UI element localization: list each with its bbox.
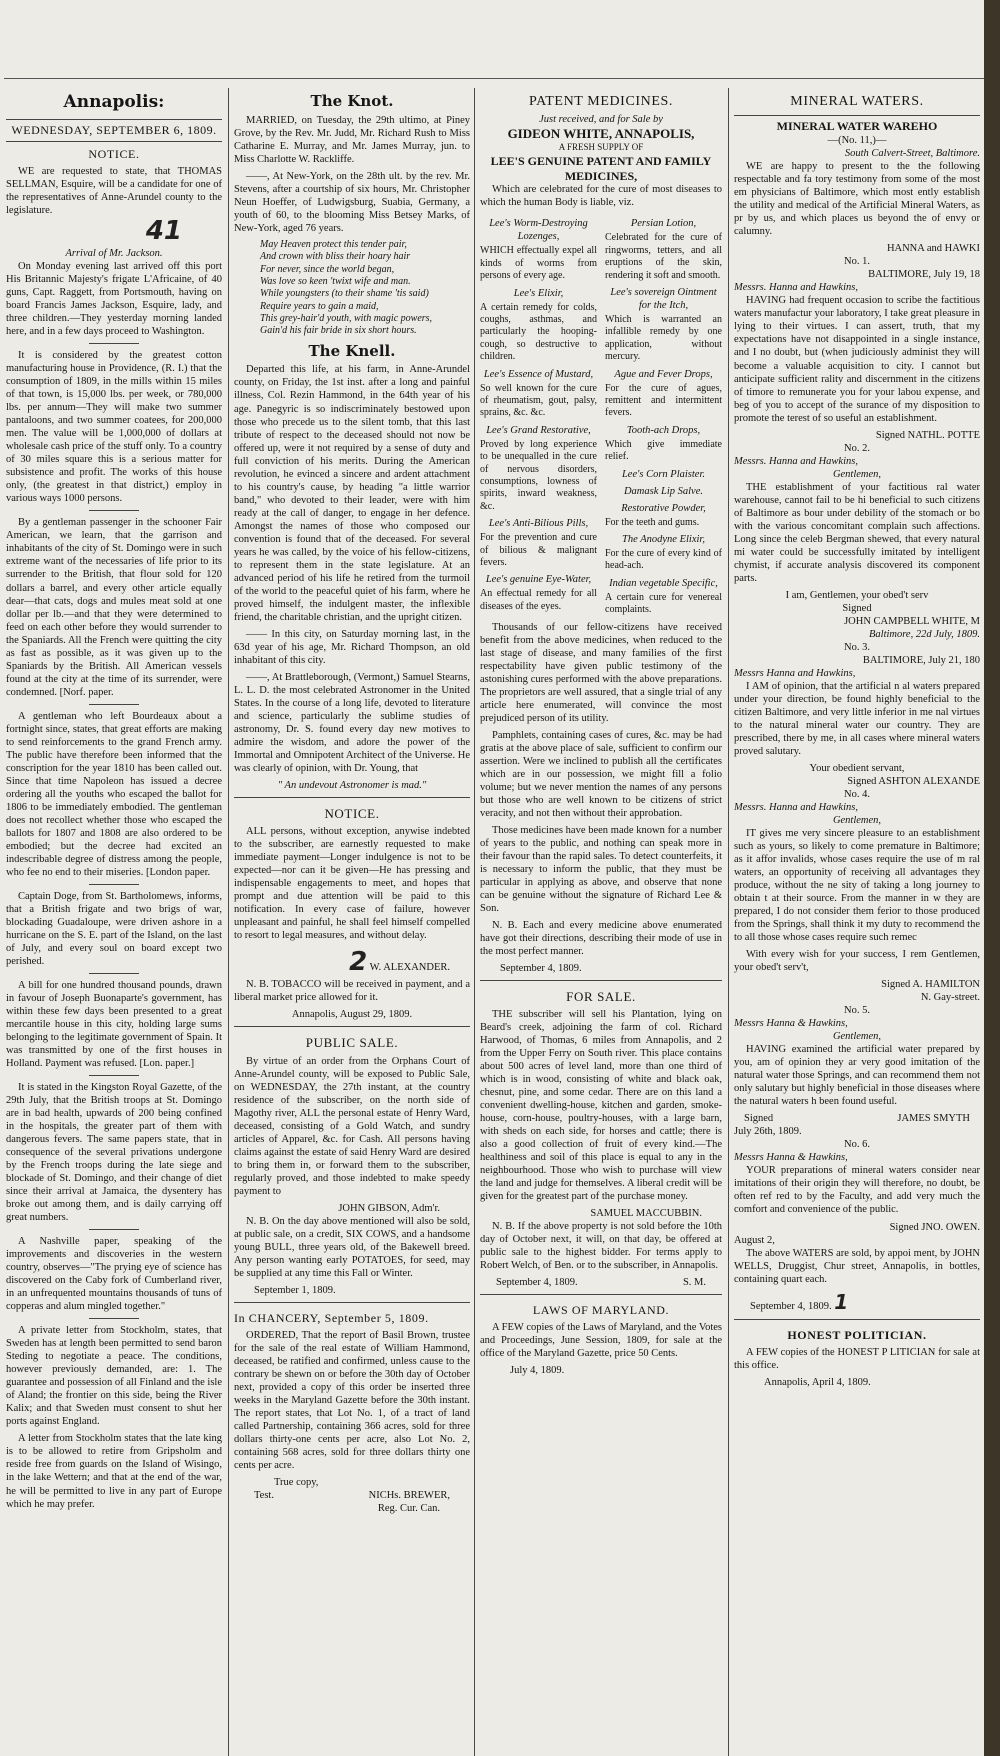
testimonial-signature: Signed ASHTON ALEXANDE (847, 775, 980, 787)
separator (89, 1229, 139, 1230)
notice-nb: N. B. TOBACCO will be received in payment, and a liberal market price allowed for it. (234, 979, 470, 1004)
laws-date: July 4, 1809. (510, 1365, 565, 1377)
medicine-desc: For the cure of every kind of head-ach. (605, 548, 722, 572)
testimonial-number: No. 6. (844, 1139, 870, 1151)
testimonial-salutation: Gentlemen, (832, 815, 882, 827)
lee-medicines-title: LEE'S GENUINE PATENT AND FAMILY MEDICINES, (490, 153, 712, 183)
medicine-title: Lee's Corn Plaister. (621, 468, 706, 480)
obituary-stearns: ——, At Brattleborough, (Vermont,) Samuel Stearns, L. L. D. the most celebrated Astronomer in the United States. In the course of a long life, devoted to literature and science, particularly the sublime studies of astronomy, Dr. S. found every day new motives to admire the wisdom, and adore the power of the Immortal and Omnipotent Architect of the Universe. He was clearly of opinion, with Dr. Young, that (234, 671, 470, 774)
honest-politician-ad (734, 1319, 980, 1389)
honest-politician-date: Annapolis, April 4, 1809. (764, 1377, 871, 1389)
medicine-desc: For the prevention and cure of bilious & malignant fevers. (480, 532, 597, 568)
testimonial-recipient: Messrs Hanna & Hawkins, (734, 1018, 848, 1030)
handwritten-mark: 41 (145, 215, 182, 246)
testimonial-date: BALTIMORE, July 19, 18 (868, 269, 980, 281)
testimonial-signature: Signed NATHL. POTTE (875, 429, 980, 441)
verse-line: Require years to gain a maid, (260, 300, 379, 312)
medicines-intro: Which are celebrated for the cure of most diseases to which the human Body is liable, viz. (480, 184, 722, 209)
patent-medicines-heading: PATENT MEDICINES. (529, 94, 673, 109)
masthead-date: WEDNESDAY, SEPTEMBER 6, 1809. (6, 119, 222, 142)
public-sale (234, 1026, 470, 1296)
chancery-signature: Test. NICHs. BREWER, (254, 1489, 450, 1501)
testimonial-date: BALTIMORE, July 21, 180 (862, 654, 980, 666)
mineral-waters-ad (734, 115, 980, 1314)
column-3 (480, 88, 722, 1756)
notice-heading: NOTICE. (324, 805, 380, 821)
knot-heading: The Knot. (310, 92, 394, 110)
testimonial-date: Baltimore, 22d July, 1809. (868, 628, 980, 640)
testimonial-date: August 2, (734, 1234, 775, 1246)
medicine-desc: So well known for the cure of rheumatism, gout, palsy, sprains, &c. &c. (480, 382, 597, 419)
testimonial-body: HAVING examined the artificial water prepared by you, am of opinion they ar very good imitation of the natural water those Springs, and can recommend them not only salutary but highly beneficial in those diseases where the natural waters h been found useful. (734, 1044, 980, 1108)
medicine-desc: Celebrated for the cure of ringworms, tetters, and all eruptions of the skin, rendering it soft and smooth. (605, 232, 722, 281)
medicine-title: Restorative Powder, (621, 502, 706, 514)
testimonial-recipient: Messrs. Hanna and Hawkins, (734, 802, 858, 814)
jackson-heading: Arrival of Mr. Jackson. (65, 248, 163, 260)
medicine-desc: For the cure of agues, remittent and intermittent fevers. (605, 382, 722, 419)
top-rule (4, 78, 984, 79)
testimonial-signature: Signed A. HAMILTON (881, 979, 980, 991)
medicine-title: Lee's Essence of Mustard, (483, 368, 594, 380)
testimonial-number: No. 3. (844, 641, 870, 653)
masthead-town: Annapolis: (63, 92, 165, 112)
medicine-title: Damask Lip Salve. (623, 485, 704, 497)
separator (89, 1318, 139, 1319)
stearns-quote: " An undevout Astronomer is mad." (277, 779, 427, 791)
cotton-article: It is considered by the greatest cotton manufacturing house in Providence, (R. I.) that the consumption of 1809, in the mills within 15 miles of that town, is 15,000 lbs. per week, or 780,000 lbs. per annum—They will make two summer pantaloons, and two summer coatees, for 200,000 men. The value will be 1,000,000 of dollars at wholesale cash price of the stuff only. To a country of 30 miles square this is a serious matter for subsistence and profit. The works of this house only, (the greatest in that district,) employ in various ways 1000 persons. (6, 350, 222, 505)
for-sale-footer: September 4, 1809. S. M. (496, 1277, 706, 1289)
medicine-title: Lee's sovereign Ointment for the Itch, (610, 287, 717, 312)
handwritten-mark: 2 (349, 947, 368, 978)
medicine-title: Tooth-ach Drops, (626, 424, 701, 436)
honest-politician-body: A FEW copies of the HONEST P LITICIAN for sale at this office. (734, 1347, 980, 1372)
chancery-notice (234, 1302, 470, 1515)
column-rule (728, 88, 729, 1756)
medicine-title: Lee's Worm-Destroying Lozenges, (489, 218, 588, 243)
medicine-list-left (480, 213, 597, 620)
column-rule (474, 88, 475, 1756)
testimonial-closing: Your obedient servant, (809, 762, 905, 774)
sale-body: By virtue of an order from the Orphans Court of Anne-Arundel county, will be exposed to Public Sale, on WEDNESDAY, the 27th instant, at the country residence of the subscriber, on the north side of Magothy river, ALL the personal estate of Henry Ward, deceased, consisting of a Gold Watch, and sundry articles of Apparel, &c. for Cash. All persons having claims against the estate of said Henry Ward are desired to bring them in, or forward them to the subscriber, regularly proved, and those indebted to make speedy payment to (234, 1055, 470, 1197)
laws-body: A FEW copies of the Laws of Maryland, and the Votes and Proceedings, June Session, 1809, for sale at the office of the Maryland Gazette, price 50 Cents. (480, 1322, 722, 1360)
chancery-true-copy: True copy, (274, 1476, 319, 1488)
kingston-article: It is stated in the Kingston Royal Gazette, of the 29th July, that the British troops at St. Domingo are in bad health, upwards of 200 being confined in the hospitals, the greater part of them with dangerous fevers. The same papers state, that in consequence of the several privations undergone by the French troops during the late siege and blockade of St. Domingo, and their change of diet since their arrival at Jamaica, the dysentery has broke out among them, and is daily carrying off great numbers. (6, 1082, 222, 1224)
medicine-title: Lee's Grand Restorative, (486, 424, 591, 436)
column-2 (234, 88, 470, 1756)
knell-heading: The Knell. (308, 341, 396, 360)
medicine-desc: Which give immediate relief. (605, 438, 722, 463)
testimony-paragraph: Thousands of our fellow-citizens have received benefit from the above medicines, when reduced to the last stage of disease, and many families of the first respectability have given public testimony of the astonishing cures performed with the above preparations. The proprietors are well assured, that a single trial of any article here enumerated, will convince the most prejudiced person of its utility. (480, 621, 722, 724)
separator (89, 884, 139, 885)
medicine-desc: An effectual remedy for all diseases of the eyes. (480, 588, 597, 612)
handwritten-mark: 1 (834, 1289, 849, 1314)
sale-date: September 1, 1809. (254, 1284, 336, 1296)
captain-doge-article: Captain Doge, from St. Bartholomews, informs, that a British frigate and two brigs of war, blockading Guadaloupe, were driven ashore in a hurricane on the S. E. part of the Island, on the last of July, and every soul on board except two perished. (6, 890, 222, 967)
testimonial-recipient: Messrs Hanna and Hawkins, (734, 667, 856, 679)
separator (89, 343, 139, 344)
sale-nb: N. B. On the day above mentioned will also be sold, at public sale, on a credit, SIX COWS, and a handsome young BULL, three years old, of the Bakewell breed. Any person wanting early POTATOES, for seed, may be supplied at any time this Fall or Winter. (234, 1215, 470, 1279)
testimonial-signature: Signed JAMES SMYTH (744, 1113, 970, 1125)
late-king-article: A letter from Stockholm states that the late king is to be allowed to retire from Gripsholm and reside free from guards on the Island of Wisingo, in the lake Wettern; and that at the end of the war, he will be permitted to live in any part of Europe which he may prefer. (6, 1433, 222, 1510)
marriage-rush-murray: MARRIED, on Tuesday, the 29th ultimo, at Piney Grove, by the Rev. Mr. Judd, Mr. Richard Rush to Miss Catharine E. Murray, and Mr. James Murray, jun. to Miss Charlotte W. Rackliffe. (234, 114, 470, 165)
verse-line: This grey-hair'd youth, with magic powers, (260, 313, 433, 325)
column-1 (6, 88, 222, 1756)
seller-name: GIDEON WHITE, ANNAPOLIS, (507, 126, 695, 142)
sellman-notice: WE are requested to state, that THOMAS SELLMAN, Esquire, will be a candidate for one of the representatives of Anne-Arundel county to the legislature. (6, 165, 222, 216)
notice-signature: 2 W. ALEXANDER. (349, 947, 450, 978)
medicine-desc: A certain remedy for colds, coughs, asthmas, and particularly the hooping-cough, so destructive to children. (480, 301, 597, 363)
sold-by-notice: The above WATERS are sold, by appoi ment, by JOHN WELLS, Druggist, Chur street, Annapolis, in bottles, containing quart each. (734, 1247, 980, 1285)
medicine-title: Indian vegetable Specific, (609, 577, 718, 589)
marriage-verse (260, 239, 470, 338)
medicine-list (480, 213, 722, 620)
medicine-title: Lee's genuine Eye-Water, (485, 574, 592, 586)
marriage-new-york: ——, At New-York, on the 28th ult. by the rev. Mr. Stevens, after a courtship of six hours, Mr. Christopher Neun Hoeffer, of Ludwigsburg, Suabia, Germany, a youth of 60, to the blooming Miss Betsey Marks, of New-York, aged 76 years. (234, 170, 470, 234)
column-rule (228, 88, 229, 1756)
column-4 (734, 88, 980, 1756)
testimonial-number: No. 1. (844, 256, 870, 268)
sold-by-date: September 4, 1809. 1 (750, 1289, 849, 1314)
for-sale-signature: SAMUEL MACCUBBIN. (590, 1208, 702, 1220)
testimonial-number: No. 5. (844, 1005, 870, 1017)
testimonial-recipient: Messrs. Hanna and Hawkins, (734, 282, 858, 294)
sale-heading: PUBLIC SALE. (305, 1035, 399, 1051)
testimonial-signature: Signed JNO. OWEN. (889, 1221, 980, 1233)
notice-body: ALL persons, without exception, anywise indebted to the subscriber, are earnestly requested to make immediate payment—Longer indulgence is not to be expected—nor can it be given—He has pressing and indispensable engagements to meet, and hopes that prompt and due attention will be paid to this notification. In every case of failure, however unpleasant and painful, he shall feel himself compelled to resort to legal measures, and without delay. (234, 826, 470, 942)
jackson-article: On Monday evening last arrived off this port His Britannic Majesty's frigate L'Africaine, of 40 guns, Capt. Raggett, from Portsmouth, having on board Francis James Jackson, Esquire, lady, and three children.—They yesterday morning landed here, and in a few days proceed to Washington. (6, 261, 222, 338)
testimonial-body: YOUR preparations of mineral waters consider near imitations of their origin they will therefore, no doubt, be often ref red to by the Faculty, and add very much the comfort and convenience of the public. (734, 1165, 980, 1216)
bill-article: A bill for one hundred thousand pounds, drawn in favour of Joseph Buonaparte's government, has within these few days been presented to a great mercantile house in this city, holding large sums belonging to the legitimate government of Spain. It was transmitted by one of the first houses in Holland. Payment was refused. [Lon. paper.] (6, 979, 222, 1070)
testimonial-salutation: Gentlemen, (832, 468, 882, 480)
testimonial-salutation: Gentlemen, (832, 1031, 882, 1043)
verse-line: For never, since the world began, (260, 263, 395, 275)
warehouse-number: —(No. 11,)— (827, 135, 887, 147)
laws-heading: LAWS OF MARYLAND. (532, 1303, 670, 1318)
verse-line: Was love so keen 'twixt wife and man. (260, 275, 411, 287)
testimonial-recipient: Messrs Hanna & Hawkins, (734, 1152, 848, 1164)
verse-line: While youngsters (to their shame 'tis said) (260, 288, 429, 300)
medicine-desc: WHICH effectually expel all kinds of worms from persons of every age. (480, 245, 597, 282)
testimonial-body: THE establishment of your factitious ral water warehouse, cannot fail to be hi beneficial to such citizens of Baltimore as bour under debility of the stomach or bo with the various concomitant complain such affections. Long since the celeb Bergman shewed, that every natural mi water could be successfully imitated by intelligent chymist, if accurate analysis discovered its component parts. (734, 481, 980, 584)
testimonial-address: N. Gay-street. (920, 992, 980, 1004)
counterfeits-paragraph: Those medicines have been made known for a number of years to the public, and nothing can speak more in their favour than the rapid sales. To detect counterfeits, it is necessary to inform the public, that they must be particular in applying as above, and observe that none can be genuine without the signature of Richard Lee & Son. (480, 824, 722, 914)
verse-line: Gain'd his fair bride in six short hours. (260, 325, 417, 337)
medicine-title: Lee's Anti-Bilious Pills, (488, 518, 589, 530)
warehouse-address: South Calvert-Street, Baltimore. (844, 148, 980, 160)
testimonial-number: No. 2. (844, 442, 870, 454)
testimonial-date: July 26th, 1809. (734, 1126, 802, 1138)
separator (89, 1075, 139, 1076)
received-line: Just received, and for Sale by (539, 114, 663, 126)
for-sale-body: THE subscriber will sell his Plantation, lying on Beard's creek, adjoining the farm of col. Richard Harwood, of Thomas, 6 miles from Annapolis, and 2 from the Upper Ferry on South river. This place contains about 500 acres of level land, more than one third of which is in wood, consisting of white and black oak, chesnut, pine, and some cedar. There are on this land a convenient dwelling-house, kitchen and garden, smoke-house, corn-house, poultry-houses, with a large barn, with sheds on each side, for horses and cattle; there is also a good collection of fruit of every kind.—The healthiness and soil of this place is equal to any in the neighbourhood. Those who wish to purchase will view the land and judge for themselves. A liberal credit will be given for the greatest part of the purchase money. (480, 1009, 722, 1203)
chancery-body: ORDERED, That the report of Basil Brown, trustee for the sale of the real estate of William Hammond, deceased, be ratified and confirmed, unless cause to the contrary be shewn on or before the 30th day of October next, provided a copy of this order be inserted three weeks in the Maryland Gazette before the 30th instant. The report states, that Lot No. 1, of a tract of land called Partnership, containing 366 acres, sold for three dollars thirty-one cents per acre, also Lot No. 2, containing 568 acres, sold for three dollars thirty one cents per acre. (234, 1329, 470, 1471)
medicines-date: September 4, 1809. (500, 963, 582, 974)
alexander-notice (234, 797, 470, 1022)
st-domingo-article: By a gentleman passenger in the schooner Fair American, we learn, that the garrison and inhabitants of the city of St. Domingo were in such extreme want of the necessaries of life prior to its surrender to the British, that flour sold for 120 dollars a barrel, and every other article equally dear—that cats, dogs and mules meat sold at one dollar per lb.—and that they were determined to feed on each other before they would surrender to the Spaniards. All the French were quitting the city as fast as possible, as it was given up to the Spaniards by the British. All American vessels found at the city at the time of its surrender, were condemned. [Norf. paper. (6, 517, 222, 698)
nashville-article: A Nashville paper, speaking of the improvements and discoveries in the western country, observes—"The prying eye of science has discovered on the Caby fork of Cumberland river, in an unfrequented mountains thousands of tuns of copperas and alum mingled together." (6, 1236, 222, 1313)
testimonial-body: HAVING had frequent occasion to scribe the factitious waters manufactur your laboratory, I take great pleasure in lying to their virtues. I can assert, truth, that my expectations have not disappointed in a single instance, and I no doubt, but (when judiciously administ they will become a valuable acquisition to city. I cannot but anticipate sufficient rality and discernment in the citizens of timore to remunerate you for your labou expense, and beg of you to accept of the surance of my disposition to promote the terest of so useful an establishment. (734, 295, 980, 424)
notice-date: Annapolis, August 29, 1809. (291, 1009, 413, 1021)
separator (89, 704, 139, 705)
for-sale-ad (480, 980, 722, 1289)
obituary-thompson: —— In this city, on Saturday morning last, in the 63d year of his age, Mr. Richard Thompson, an old inhabitant of this city. (234, 628, 470, 666)
pamphlets-paragraph: Pamphlets, containing cases of cures, &c. may be had gratis at the above place of sale, sufficient to confirm our assertion. Were we inclined to publish all the certificates which are in our possession, we might fill a folio volume; but we never mention the names of any persons but those who are well known to be citizens of strict veracity, and not then without their approbation. (480, 729, 722, 819)
warehouse-intro: WE are happy to present to the the following respectable and fa tory testimony from some of the most em physicians of Baltimore, which most ently establish the utility and medical of the Artificial Mineral Waters, as pr by us, and which places us beyond the of envy or calumny. (734, 161, 980, 238)
testimonial-signed: Signed (842, 602, 872, 614)
verse-line: And crown with bliss their hoary hair (260, 251, 411, 263)
medicine-title: Ague and Fever Drops, (614, 368, 713, 380)
testimonial-closing: I am, Gentlemen, your obed't serv (785, 589, 929, 601)
testimonial-closing: With every wish for your success, I rem Gentlemen, your obed't serv't, (734, 949, 980, 974)
medicine-title: The Anodyne Elixir, (622, 534, 705, 546)
firm-name: HANNA and HAWKI (886, 243, 980, 255)
medicine-desc: Proved by long experience to be unequalled in the cure of nervous disorders, consumptions, lowness of spirits, inward weakness, &c. (480, 438, 597, 512)
medicine-title: Lee's Elixir, (513, 287, 564, 299)
for-sale-heading: FOR SALE. (566, 989, 636, 1005)
medicine-desc: A certain cure for venereal complaints. (605, 591, 722, 616)
warehouse-title: MINERAL WATER WAREHO (776, 119, 938, 134)
testimonial-recipient: Messrs. Hanna and Hawkins, (734, 455, 858, 467)
sale-signature: JOHN GIBSON, Adm'r. (338, 1202, 440, 1214)
medicine-desc: Which is warranted an infallible remedy by one application, without mercury. (605, 314, 722, 363)
for-sale-nb: N. B. If the above property is not sold before the 10th day of October next, it will, on that day, be offered at public sale to the highest bidder. For terms apply to Robert Welch, of Ben. or to the subscriber, in Annapolis. (480, 1221, 722, 1272)
testimonial-body: IT gives me very sincere pleasure to an establishment such as yours, so likely to come premature in Baltimore; as it affor invalids, whose cases require the use of m ral waters, an opportunity of receiving all advantages they produce, without the ne sity of taking a long journey to obtain t at their source. From the manner in w they are prepared, I do not consider them ferior to those produced from the Springs, shall think it my duty to recommend the to all those whose cases require such remec (734, 828, 980, 944)
fresh-supply: A FRESH SUPPLY OF (558, 142, 644, 153)
medicine-list-right (605, 213, 722, 620)
verse-line: May Heaven protect this tender pair, (260, 238, 407, 250)
notice-heading: NOTICE. (88, 146, 140, 161)
obituary-hammond: Departed this life, at his farm, in Anne-Arundel county, on Friday, the 1st inst. after a long and painful illness, Col. Rezin Hammond, in the 64th year of his age. Panegyric is so indiscriminately bestowed upon those who precede us to the silent tomb, that this last tribute of respect to the deceased should not now be offered up, were it not required by a sense of duty and full conviction of his merits. During the American revolution, he evinced a sincere and ardent attachment to his country's cause, by heading "a little warrior band," who devoted to their leader, were with him ready at the call of danger, to engage in her defence. Amongst the names of those who composed our convention is found that of the deceased. For several years he was called, by the voice of his fellow-citizens, to represent them in the state legislature. At an advanced period of his life he retired from the turmoil of the world to the peaceful quiet of his farm, where he proved himself, the indulgent master, the inflexible friend, the charitable christian, and the upright citizen. (234, 364, 470, 623)
laws-ad (480, 1294, 722, 1377)
mineral-waters-heading: MINERAL WATERS. (790, 94, 924, 109)
bordeaux-article: A gentleman who left Bourdeaux about a fortnight since, states, that great efforts are making to send reinforcements to the grand French army. The public have therefore been informed that the conscription for the year 1810 has been called out. Since that time Napoleon has issued a decree ordering all the youths who escaped the ballot for 1806 to be immediately embodied. The gentleman does not recollect whether those who escaped the ballots for 1807 and 1808 are also ordered to be embodied; but the decree had excited an indescribable degree of distress among the people, who fee no end to their miseries. [London paper. (6, 710, 222, 878)
chancery-heading: In CHANCERY, September 5, 1809. (234, 1310, 429, 1325)
medicine-desc: For the teeth and gums. (605, 516, 700, 528)
page-edge-shadow (984, 0, 1000, 1756)
directions-paragraph: N. B. Each and every medicine above enumerated have got their directions, describing their mode of use in the most perfect manner. (480, 919, 722, 957)
testimonial-number: No. 4. (844, 789, 870, 800)
separator (89, 973, 139, 974)
testimonial-body: I AM of opinion, that the artificial n al waters prepared under your direction, be found highly beneficial to the citizen Baltimore, and very little inferior in me nal virtues to the natural mineral water our country. They are prescribed, there by me, in all cases where mineral waters proved salutary. (734, 680, 980, 757)
medicine-title: Persian Lotion, (630, 218, 697, 230)
separator (89, 510, 139, 511)
chancery-register: Reg. Cur. Can. (377, 1502, 440, 1514)
stockholm-article: A private letter from Stockholm, states, that Sweden has at length been permitted to send baron Steding to negotiate a peace. The conditions, however previously demanded, are: 1. The guarantee and possession of all Finland and the isle of Aland; the frontier on this side, being the River Kalix; and that Sweden must consent to shut her ports against England. (6, 1325, 222, 1428)
honest-politician-heading: HONEST POLITICIAN. (787, 1328, 927, 1343)
testimonial-signature: JOHN CAMPBELL WHITE, M (844, 615, 980, 627)
